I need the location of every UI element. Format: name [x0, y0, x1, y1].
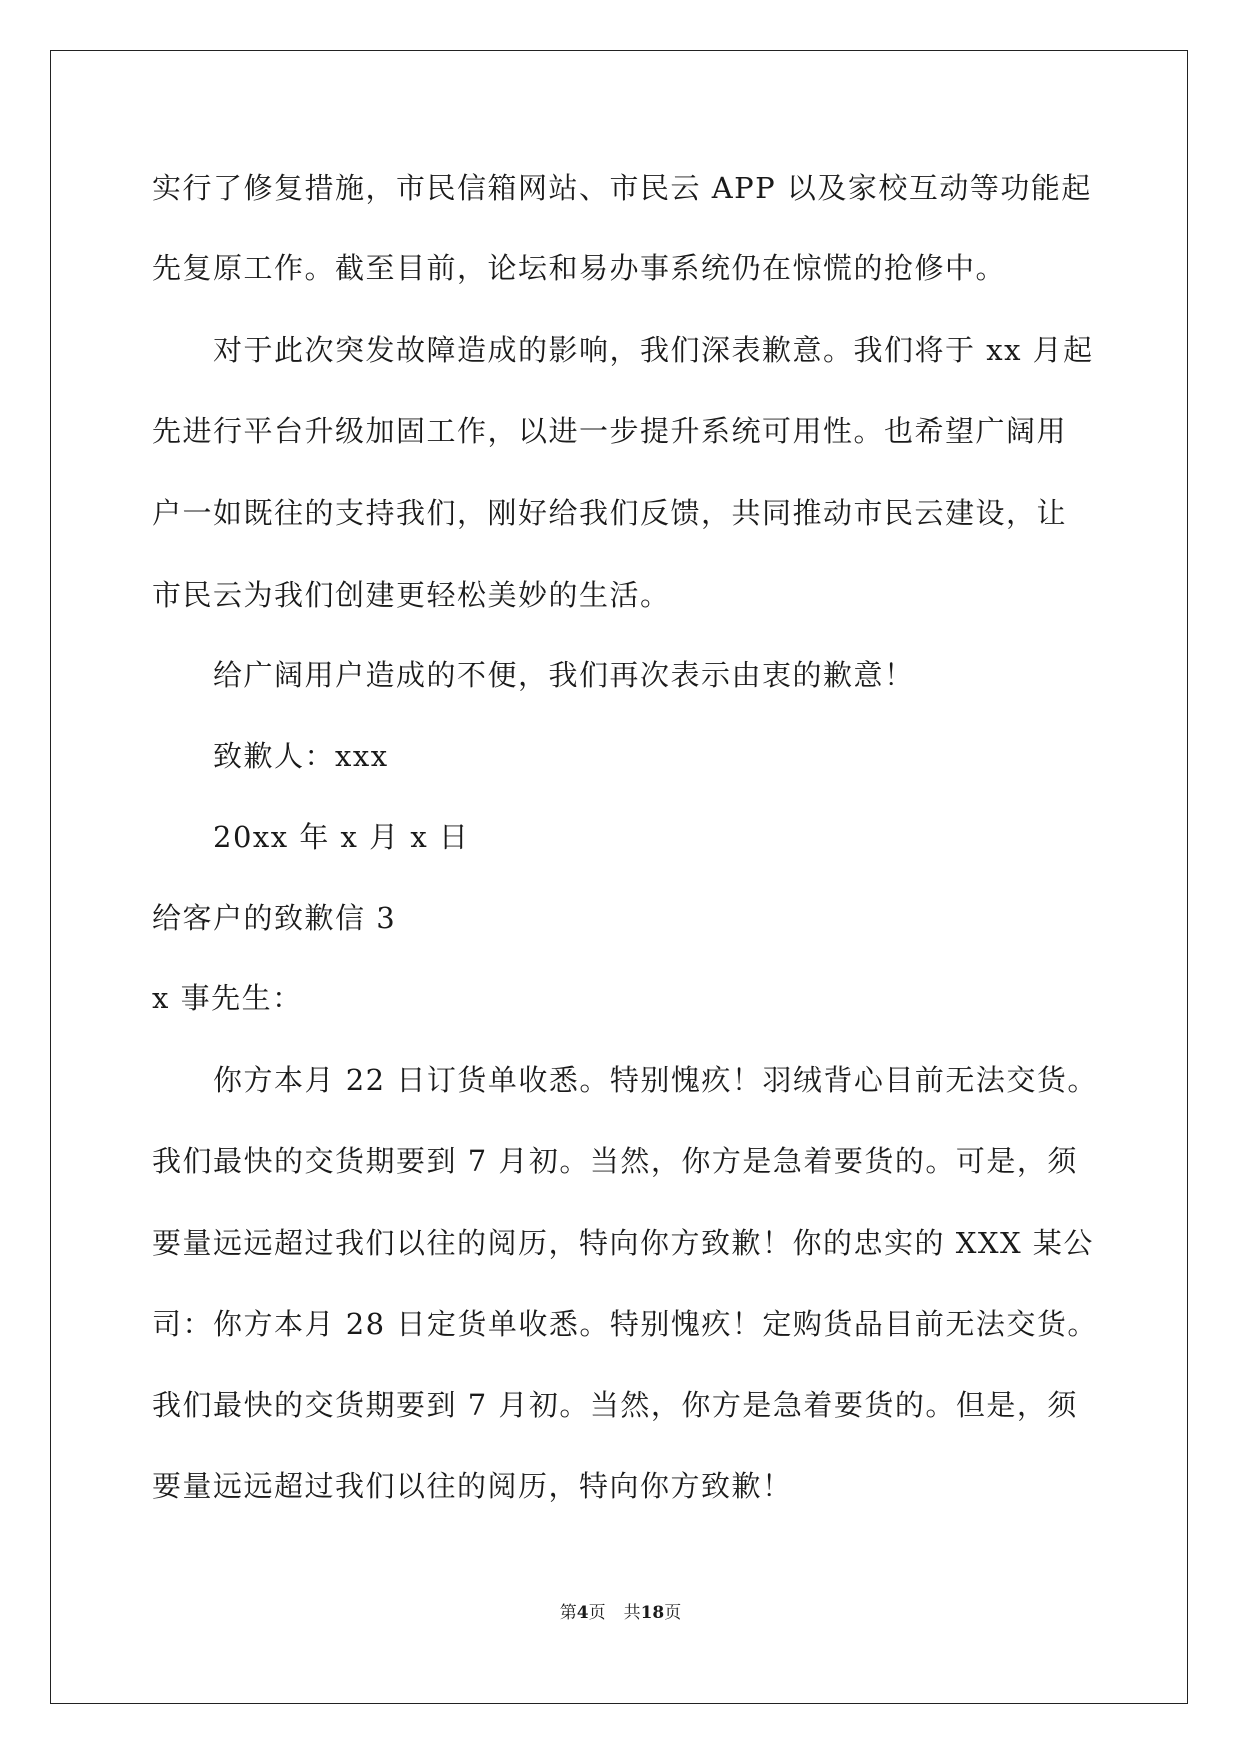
paragraph-line: 给广阔用户造成的不便，我们再次表示由衷的歉意！	[213, 658, 915, 692]
signer-line: 致歉人：xxx	[213, 739, 389, 773]
body-line: 实行了修复措施，市民信箱网站、市民云 APP 以及家校互动等功能起	[152, 171, 1092, 205]
page-footer	[0, 1602, 1241, 1624]
salutation-line: x 事先生：	[152, 981, 303, 1015]
date-line: 20xx 年 x 月 x 日	[213, 820, 470, 854]
total-prefix: 共	[623, 1603, 641, 1623]
current-page-number: 4	[576, 1603, 589, 1623]
page-unit: 页	[588, 1603, 606, 1623]
total-unit: 页	[664, 1603, 682, 1623]
body-line: 市民云为我们创建更轻松美妙的生活。	[152, 578, 671, 612]
body-line: 先进行平台升级加固工作，以进一步提升系统可用性。也希望广阔用	[152, 414, 1068, 448]
body-line: 司：你方本月 28 日定货单收悉。特别愧疚！定购货品目前无法交货。	[152, 1307, 1098, 1341]
body-line: 户一如既往的支持我们，刚好给我们反馈，共同推动市民云建设，让	[152, 496, 1068, 530]
body-line: 我们最快的交货期要到 7 月初。当然，你方是急着要货的。但是，须	[152, 1388, 1078, 1422]
page-border	[50, 50, 1188, 1704]
paragraph-line: 对于此次突发故障造成的影响，我们深表歉意。我们将于 xx 月起	[213, 333, 1094, 367]
body-line: 要量远远超过我们以往的阅历，特向你方致歉！你的忠实的 XXX 某公	[152, 1226, 1094, 1260]
page-prefix: 第	[559, 1603, 577, 1623]
body-line: 要量远远超过我们以往的阅历，特向你方致歉！	[152, 1469, 793, 1503]
paragraph-line: 你方本月 22 日订货单收悉。特别愧疚！羽绒背心目前无法交货。	[213, 1063, 1098, 1097]
body-line: 我们最快的交货期要到 7 月初。当然，你方是急着要货的。可是，须	[152, 1144, 1078, 1178]
section-heading: 给客户的致歉信 3	[152, 901, 397, 935]
total-page-count: 18	[640, 1603, 665, 1623]
body-line: 先复原工作。截至目前，论坛和易办事系统仍在惊慌的抢修中。	[152, 251, 1007, 285]
